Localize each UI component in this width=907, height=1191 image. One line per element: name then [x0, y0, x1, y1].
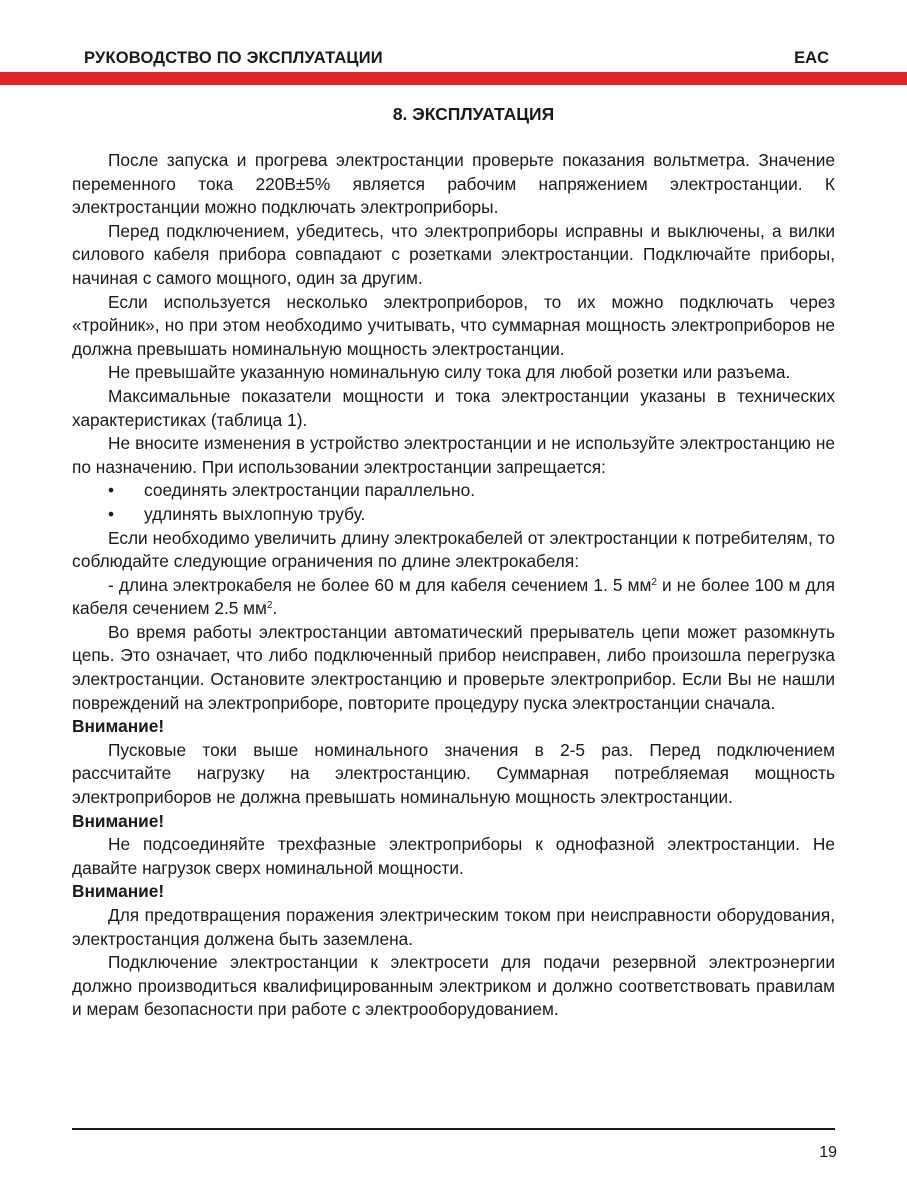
list-item-text: удлинять выхлопную трубу.: [144, 503, 366, 524]
section-heading: 8. ЭКСПЛУАТАЦИЯ: [392, 104, 555, 124]
footer-rule: [72, 1128, 835, 1130]
warning-text: Пусковые токи выше номинального значения в 2-5 раз. Перед подключением рассчитайте нагрузку на электростанцию. Суммарная потребляемая мощность электроприборов не должна превышать номинальную мощность электростанции.: [72, 739, 835, 808]
paragraph: Максимальные показатели мощности и тока электростанции указаны в технических характеристиках (таблица 1).: [72, 385, 835, 430]
header-red-bar: [0, 72, 907, 85]
page-body: [72, 149, 835, 1022]
warning-text: Подключение электростанции к электросети для подачи резервной электроэнергии должно производиться квалифицированным электриком и должно соответствовать правилам и мерам безопасности при работе с электрооборудованием.: [72, 952, 835, 1020]
warning-text: Не подсоединяйте трехфазные электроприборы к однофазной электростанции. Не давайте нагрузок сверх номинальной мощности.: [72, 834, 835, 878]
paragraph: Не вносите изменения в устройство электростанции и не используйте электростанцию не по назначению. При использовании электростанции запрещается:: [72, 433, 835, 477]
paragraph: Если используется несколько электроприборов, то их можно подключать через «тройник», но при этом необходимо учитывать, что суммарная мощность электроприборов не должна превышать номинальную мощность электростанции.: [72, 291, 835, 359]
paragraph: Перед подключением, убедитесь, что электроприборы исправны и выключены, а вилки силового кабеля прибора совпадают с розетками электростанции. Подключайте приборы, начиная с самого мощного, один за другим.: [72, 220, 835, 288]
warning-label: Внимание!: [72, 810, 165, 831]
page-number: 19: [819, 1144, 837, 1161]
eac-mark: EAC: [794, 49, 829, 67]
cable-limits-paragraph: - длина электрокабеля не более 60 м для кабеля сечением 1. 5 $мм^2$ и не более 100 м для кабеля сечением 2.5 $мм^2$.: [72, 574, 835, 619]
warning-text: Для предотвращения поражения электрическим током при неисправности оборудования, электростанция должена быть заземлена.: [72, 905, 835, 949]
paragraph: После запуска и прогрева электростанции проверьте показания вольтметра. Значение переменного тока 220В±5% является рабочим напряжением электростанции. К электростанции можно подключать электроприборы.: [72, 150, 835, 218]
bullet-marker: •: [108, 503, 115, 524]
header-title: РУКОВОДСТВО ПО ЭКСПЛУАТАЦИИ: [84, 49, 383, 67]
cable-intro-paragraph: Если необходимо увеличить длину электрокабелей от электростанции к потребителям, то соблюдайте следующие ограничения по длине электрокабеля:: [72, 527, 835, 572]
warning-label: Внимание!: [72, 881, 165, 902]
list-item: [72, 479, 835, 503]
warning-label: Внимание!: [72, 716, 165, 737]
list-item: [72, 503, 835, 527]
list-item-text: соединять электростанции параллельно.: [144, 480, 476, 501]
paragraph: Не превышайте указанную номинальную силу тока для любой розетки или разъема.: [108, 362, 791, 383]
breaker-paragraph: Во время работы электростанции автоматический прерыватель цепи может разомкнуть цепь. Это означает, что либо подключенный прибор неисправен, либо произошла перегрузка электростанции. Остановите электростанцию и проверьте электроприбор. Если Вы не нашли повреждений на электроприборе, повторите процедуру пуска электростанции сначала.: [72, 621, 835, 713]
bullet-marker: •: [108, 480, 115, 501]
